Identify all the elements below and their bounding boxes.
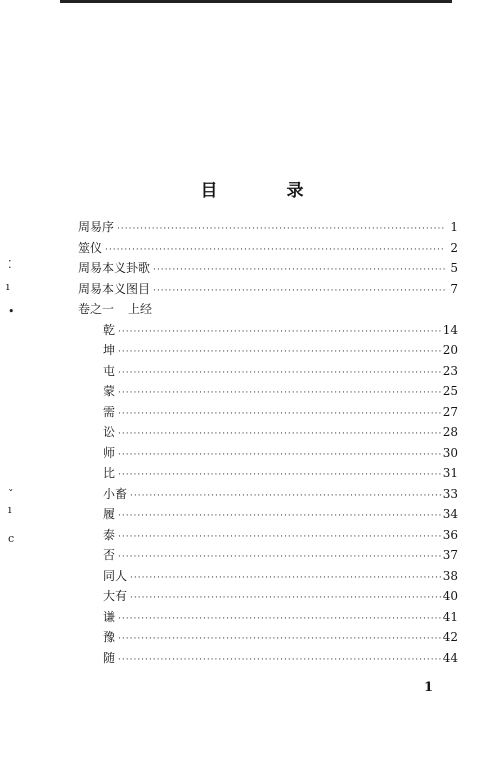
toc-sub-entry[interactable]: [78, 587, 458, 608]
toc-leader-dots: [105, 245, 445, 255]
toc-sub-entry[interactable]: [78, 341, 458, 362]
toc-entry-page: 42: [442, 630, 458, 644]
toc-entry[interactable]: [78, 300, 458, 321]
toc-sub-entry[interactable]: [78, 526, 458, 547]
toc-entry-sublabel: 上经: [128, 302, 153, 316]
toc-entry-page: 30: [442, 445, 458, 460]
page-number: 1: [424, 680, 434, 695]
toc-entry-label: 小畜: [103, 486, 128, 501]
toc-leader-dots: [130, 593, 443, 603]
margin-scan-mark: c: [8, 532, 15, 545]
toc-entry-label: 坤: [103, 343, 116, 357]
toc-leader-dots: [118, 368, 443, 378]
toc-entry-label: 需: [103, 404, 116, 419]
toc-entry-page: 5: [450, 261, 458, 275]
toc-leader-dots: [117, 224, 445, 234]
toc-entry-label: 讼: [103, 425, 116, 439]
toc-leader-dots: [118, 388, 443, 398]
toc-entry-label: 谦: [103, 609, 116, 624]
toc-entry-page: 28: [442, 425, 458, 439]
toc-sub-entry[interactable]: [78, 403, 458, 424]
toc-entry-label: 卷之一: [78, 302, 115, 316]
toc-entry-label: 同人: [103, 568, 128, 583]
toc-entry[interactable]: [78, 218, 458, 239]
toc-leader-dots: [118, 470, 443, 480]
toc-leader-dots: [118, 532, 443, 542]
toc-entry-label: 随: [103, 650, 116, 665]
page-title: 目 录: [200, 181, 330, 201]
toc-entry-label: 筮仪: [78, 240, 103, 255]
toc-sub-entry[interactable]: [78, 567, 458, 588]
toc-sub-entry[interactable]: [78, 321, 458, 342]
toc-sub-entry[interactable]: [78, 464, 458, 485]
toc-sub-entry[interactable]: [78, 546, 458, 567]
toc-entry-label: 屯: [103, 363, 116, 378]
toc-leader-dots: [118, 634, 443, 644]
toc-entry-page: 2: [450, 240, 458, 255]
margin-scan-mark: ⁚: [8, 258, 12, 271]
toc-entry-page: 20: [442, 343, 458, 357]
toc-sub-entry[interactable]: [78, 362, 458, 383]
toc-sub-entry[interactable]: [78, 423, 458, 444]
toc-entry-page: 31: [442, 466, 458, 480]
toc-entry-label: 大有: [103, 589, 128, 603]
toc-entry-label: 师: [103, 445, 116, 460]
toc-leader-dots: [118, 409, 443, 419]
toc-entry[interactable]: [78, 280, 458, 301]
margin-scan-mark: ı: [6, 280, 10, 293]
top-border-rule: [60, 0, 452, 3]
margin-scan-mark: ˇ: [8, 488, 14, 501]
toc-leader-dots: [118, 450, 443, 460]
toc-entry-page: 36: [442, 527, 458, 542]
toc-entry-label: 否: [103, 548, 116, 562]
toc-entry-page: 14: [442, 322, 458, 337]
toc-entry-label: 乾: [103, 322, 116, 337]
toc-leader-dots: [118, 552, 443, 562]
toc-leader-dots: [130, 573, 443, 583]
margin-scan-mark: •: [8, 305, 15, 318]
toc-leader-dots: [118, 655, 443, 665]
toc-entry-label: 周易本义图目: [78, 281, 151, 296]
toc-sub-entry[interactable]: [78, 608, 458, 629]
toc-entry-label: 周易本义卦歌: [78, 261, 151, 275]
toc-entry-page: 34: [442, 507, 458, 521]
toc-entry-page: 1: [450, 220, 458, 234]
toc-entry-page: 23: [442, 363, 458, 378]
toc-sub-entry[interactable]: [78, 505, 458, 526]
toc-leader-dots: [118, 511, 443, 521]
toc-leader-dots: [118, 327, 443, 337]
toc-entry-page: 44: [442, 650, 458, 665]
toc-leader-dots: [118, 614, 443, 624]
toc-leader-dots: [130, 491, 443, 501]
toc-entry-page: 27: [442, 404, 458, 419]
toc-entry-page: 41: [442, 609, 458, 624]
toc-sub-entry[interactable]: [78, 382, 458, 403]
toc-leader-dots: [118, 347, 443, 357]
toc-entry-page: 33: [442, 486, 458, 501]
margin-scan-mark: ı: [8, 503, 12, 516]
toc-entry-page: 37: [442, 548, 458, 562]
toc-entry-page: 25: [442, 384, 458, 398]
toc-sub-entry[interactable]: [78, 485, 458, 506]
toc-entry-label: 泰: [103, 527, 116, 542]
toc-leader-dots: [118, 429, 443, 439]
toc-entry-label: 履: [103, 507, 116, 521]
toc-entry-label: 蒙: [103, 384, 116, 398]
toc-entry-label: 比: [103, 466, 116, 480]
table-of-contents: [78, 218, 458, 669]
toc-sub-entry[interactable]: [78, 649, 458, 670]
toc-entry-page: 7: [450, 281, 458, 296]
toc-entry-label: 周易序: [78, 220, 115, 234]
toc-leader-dots: [153, 265, 445, 275]
toc-sub-entry[interactable]: [78, 628, 458, 649]
toc-entry-page: 40: [442, 589, 458, 603]
toc-entry-page: 38: [442, 568, 458, 583]
toc-entry[interactable]: [78, 259, 458, 280]
toc-sub-entry[interactable]: [78, 444, 458, 465]
toc-leader-dots: [153, 286, 445, 296]
toc-entry[interactable]: [78, 239, 458, 260]
toc-entry-label: 豫: [103, 630, 116, 644]
